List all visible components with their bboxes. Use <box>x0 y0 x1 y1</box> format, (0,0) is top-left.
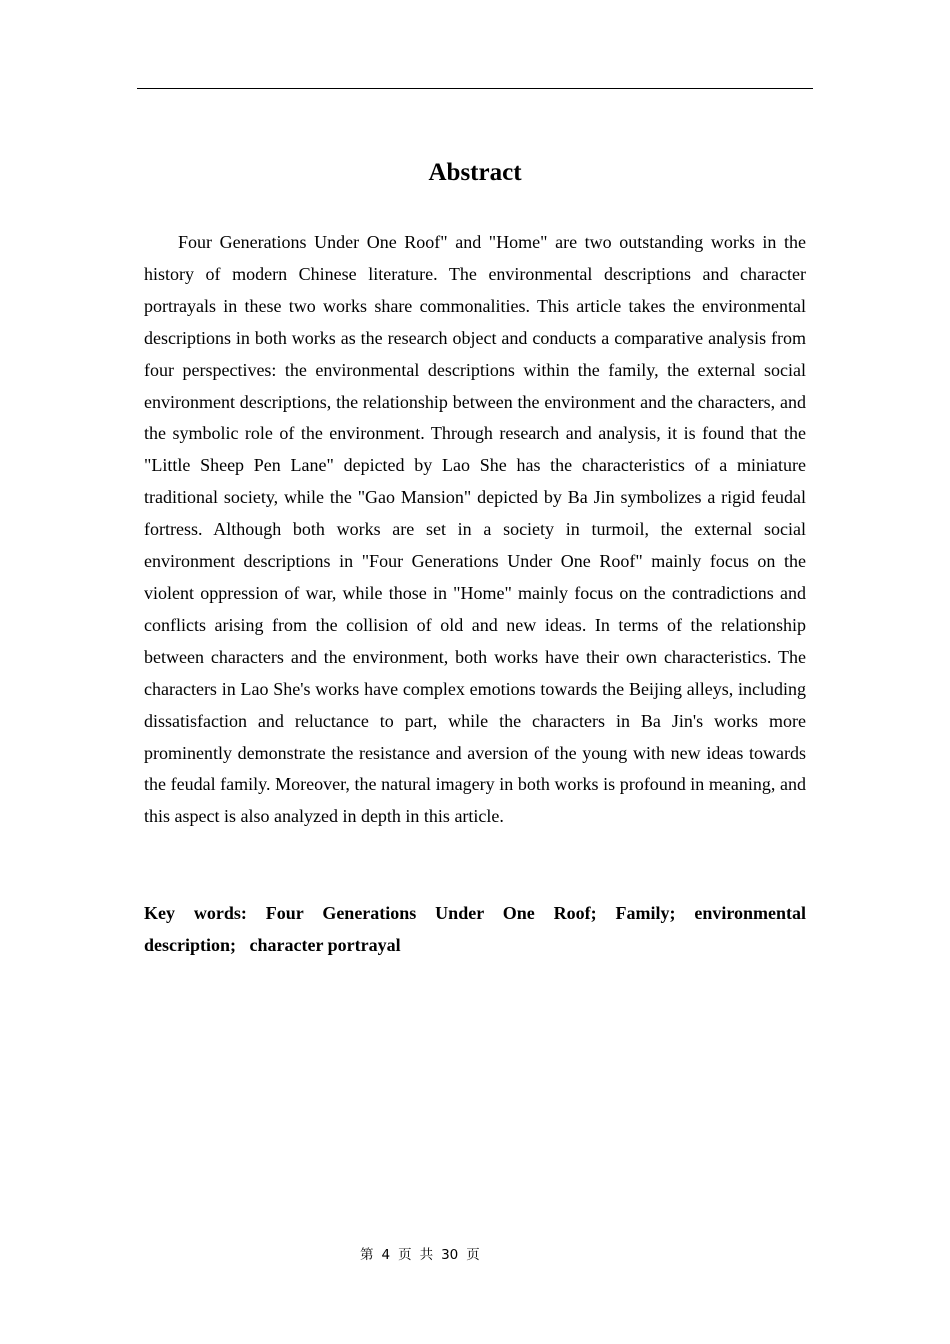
footer-di: 第 <box>360 1247 374 1263</box>
page-title: Abstract <box>428 159 522 186</box>
header-rule <box>137 88 813 89</box>
footer-gong: 共 <box>419 1247 434 1263</box>
page-footer <box>360 1245 480 1265</box>
footer-page-number: 4 <box>381 1247 391 1263</box>
keywords-text: Four Generations Under One Roof; Family; environmental description; character portrayal <box>144 903 806 955</box>
footer-ye-2: 页 <box>466 1247 480 1263</box>
keywords <box>144 898 806 962</box>
abstract-body: Four Generations Under One Roof" and "Home" are two outstanding works in the history of modern Chinese literature. The environmental descriptions and character portrayals in these two works share commonalities. This article takes the environmental descriptions in both works as the research object and conducts a comparative analysis from four perspectives: the environmental descriptions within the family, the external social environment descriptions, the relationship between the environment and the characters, and the symbolic role of the environment. Through research and analysis, it is found that the "Little Sheep Pen Lane" depicted by Lao She has the characteristics of a miniature traditional society, while the "Gao Mansion" depicted by Ba Jin symbolizes a rigid feudal fortress. Although both works are set in a society in turmoil, the external social environment descriptions in "Four Generations Under One Roof" mainly focus on the violent oppression of war, while those in "Home" mainly focus on the contradictions and conflicts arising from the collision of old and new ideas. In terms of the relationship between characters and the environment, both works have their own characteristics. The characters in Lao She's works have complex emotions towards the Beijing alleys, including dissatisfaction and reluctance to part, while the characters in Ba Jin's works more prominently demonstrate the resistance and aversion of the young with new ideas towards the feudal family. Moreover, the natural imagery in both works is profound in meaning, and this aspect is also analyzed in depth in this article. <box>144 232 806 827</box>
footer-ye: 页 <box>398 1247 412 1263</box>
footer-total-pages: 30 <box>441 1247 459 1263</box>
keywords-label: Key words: <box>144 903 247 923</box>
